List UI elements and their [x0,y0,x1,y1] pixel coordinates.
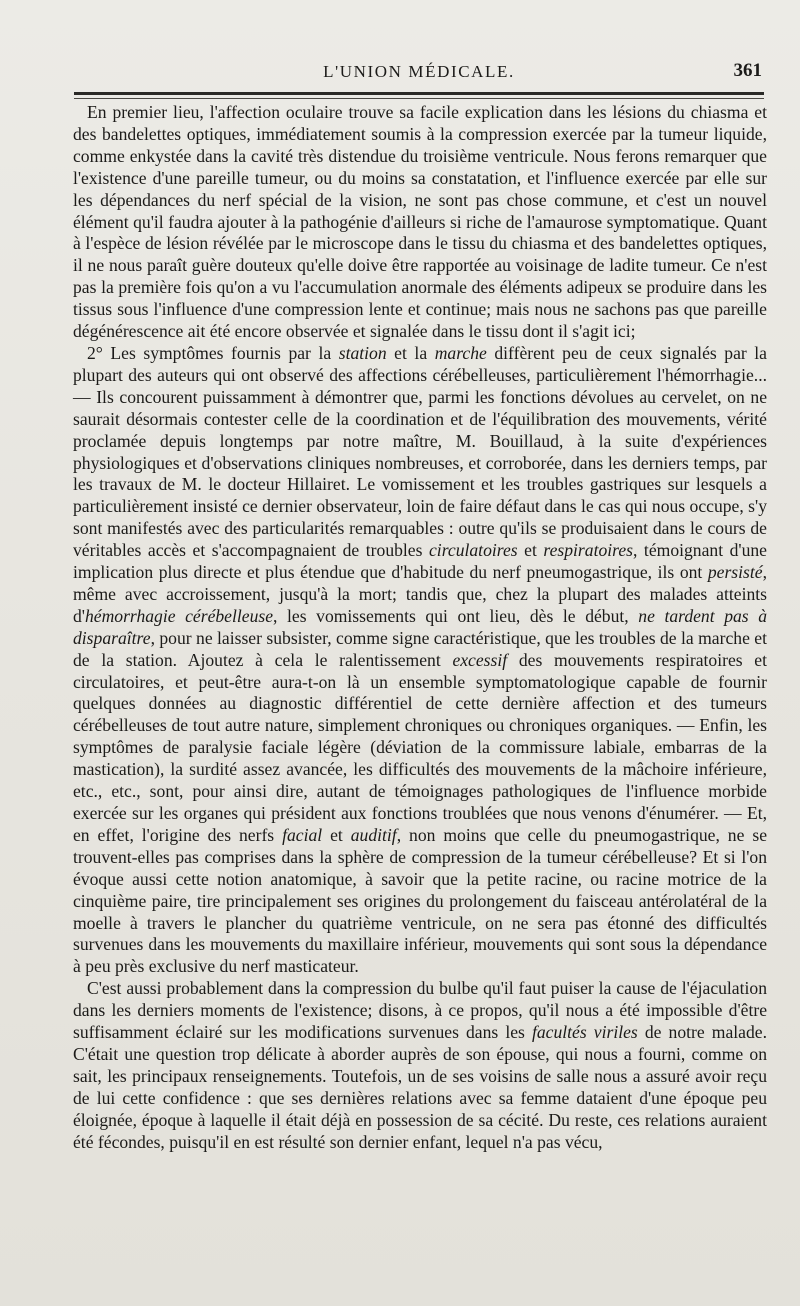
paragraph-text: C'est aussi probablement dans la compression du bulbe qu'il faut puiser la cause de l'éjaculation dans les derniers moments de l'existence; disons, à ce propos, qu'il nous a été impossible d'être suffisamment éclairé sur les modifications survenues dans les [73,978,767,1043]
italic-term-facultes: facultés viriles [531,1022,638,1043]
italic-term-respiratoires: respiratoires [543,540,633,561]
paragraph-text: , les vomissements qui ont lieu, dès le début, [273,605,639,626]
paragraph-text: , pour ne laisser subsister, comme signe caractéristique, que les troubles de la marche et de la station. Ajoutez à cela le ralentissement [73,627,767,670]
paragraph-text: En premier lieu, l'affection oculaire trouve sa facile explication dans les lésions du chiasma et des bandelettes optiques, immédiatement soumis à la compression exercée par la tumeur liquide, comme enkystée dans la cavité très distendue du troisième ventricule. Nous ferons remarquer que l'existence d'une pareille tumeur, ou du moins sa constatation, et l'influence exercée par elle sur les dépendances du nerf spécial de la vision, ne sont pas chose commune, et c'est un nouvel élément qu'il faudra ajouter à la pathogénie d'ailleurs si riche de l'amaurose symptomatique. Quant à l'espèce de lésion révélée par le microscope dans le tissu du chiasma et des bandelettes optiques, il ne nous paraît guère douteux qu'elle doive être rapportée au voisinage de ladite tumeur. Ce n'est pas la première fois qu'on a vu l'accumulation anormale des éléments adipeux se produire dans les tissus sous l'influence d'une compression lente et continue; mais nous ne sachons pas que pareille dégénérescence ait été encore observée et signalée dans le tissu dont il s'agit ici; [73,102,767,342]
paragraph-3 [73,978,767,1153]
paragraph-2 [73,343,767,978]
body-text [73,102,767,1154]
paragraph-text: diffèrent peu de ceux signalés par la plupart des auteurs qui ont observé des affections cérébelleuses, particulièrement l'hémorrhagie... — Ils concourent puissamment à démontrer que, parmi les fonctions dévolues au cervelet, on ne saurait désormais contester celle de la coordination et de l'équilibration des mouvements, vérité proclamée depuis longtemps par notre maître, M. Bouillaud, à la suite d'expériences physiologiques et d'observations cliniques nombreuses, et corroborée, dans les derniers temps, par les travaux de M. le docteur Hillairet. Le vomissement et les troubles gastriques sur lesquels a particulièrement insisté ce dernier observateur, loin de faire défaut dans le cas qui nous occupe, s'y sont manifestés avec des particularités remarquables : outre qu'ils se produisaient dans le cours de véritables accès et s'accompagnaient de troubles [73,342,767,561]
paragraph-text: , même avec accroissement, jusqu'à la mort; tandis que, chez la plupart des malades atteints d' [73,562,767,626]
paragraph-text: 2° Les symptômes fournis par la [87,342,339,363]
italic-term-excessif: excessif [452,649,508,670]
paragraph-text: et la [386,342,435,363]
paragraph-text: et [517,540,544,561]
paragraph-text: , non moins que celle du pneumogastrique, ne se trouvent-elles pas comprises dans la sphère de compression de la tumeur cérébelleuse? Et si l'on évoque aussi cette notion anatomique, à savoir que la petite racine, ou racine motrice de la cinquième paire, tire principalement ses origines du prolongement du faisceau antérolatéral de la moelle à travers le plancher du quatrième ventricule, on ne sera pas étonné des difficultés survenues dans les mouvements du maxillaire inférieur, mouvements qui sont sous la dépendance à peu près exclusive du nerf masticateur. [73,824,767,977]
italic-term-disparaitre: ne tardent pas à disparaître [73,605,768,648]
italic-term-circulatoires: circulatoires [429,540,518,561]
italic-term-station: station [338,342,387,363]
running-title: L'UNION MÉDICALE. [323,62,515,81]
italic-term-hemorrhagie: hémorrhagie cérébelleuse [84,605,274,626]
paragraph-1 [73,102,767,343]
paragraph-text: des mouvements respiratoires et circulatoires, et peut-être aura-t-on là un ensemble symptomatologique capable de fournir quelques données au diagnostic différentiel de cette dernière affection et des tumeurs cérébelleuses de tout autre nature, simplement chroniques ou chroniques organiques. — Enfin, les symptômes de paralysie faciale légère (déviation de la commissure labiale, embarras de la mastication), la surdité assez avancée, les difficultés des mouvements de la mâchoire inférieure, etc., etc., sont, pour ainsi dire, autant de témoignages pathologiques de l'influence morbide exercée sur les organes qui président aux fonctions troublées que nous venons d'énumérer. — Et, en effet, l'origine des nerfs [73,649,767,845]
page-header [70,58,768,88]
italic-term-auditif: auditif [350,824,397,845]
header-rule [74,92,764,95]
page-number: 361 [733,60,762,81]
italic-term-marche: marche [434,342,487,363]
paragraph-text: , témoignant d'une implication plus directe et plus étendue que d'habitude du nerf pneumogastrique, ils ont [73,540,767,583]
paragraph-text: de notre malade. C'était une question trop délicate à aborder auprès de son épouse, qui nous a fourni, comme on sait, les principaux renseignements. Toutefois, un de ses voisins de salle nous a assuré avoir reçu de lui cette confidence : que ses dernières relations avec sa femme dataient d'une époque peu éloignée, époque à laquelle il était déjà en possession de sa cécité. Du reste, ces relations auraient été fécondes, puisqu'il en est résulté son dernier enfant, lequel n'a pas vécu, [73,1022,767,1152]
paragraph-text: et [322,824,351,845]
italic-term-facial: facial [282,824,323,845]
italic-term-persiste: persisté [707,562,763,583]
